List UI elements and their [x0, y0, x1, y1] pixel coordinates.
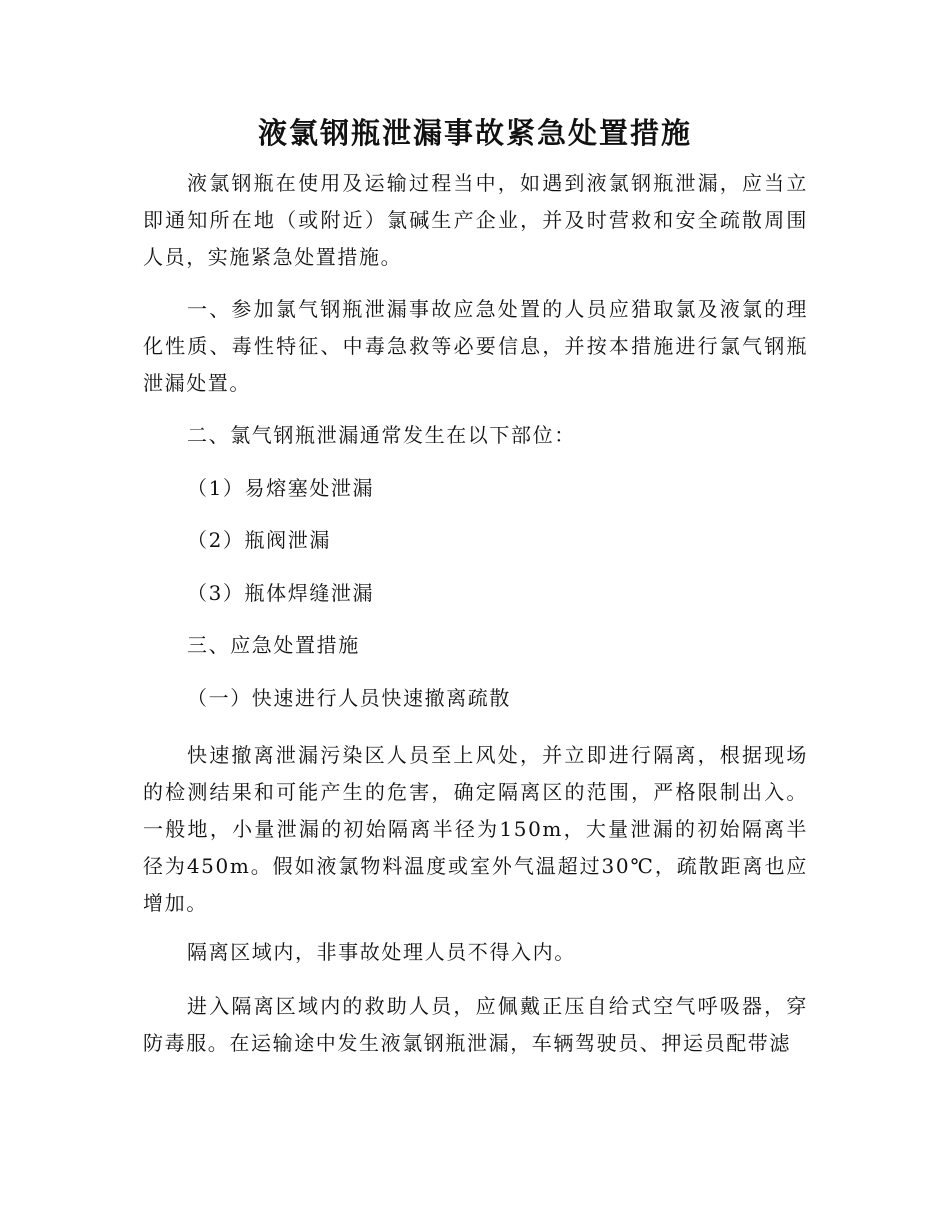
list-item-2: （2）瓶阀泄漏: [187, 528, 331, 552]
list-item-1: （1）易熔塞处泄漏: [187, 476, 375, 500]
paragraph-intro: 液氯钢瓶在使用及运输过程当中，如遇到液氯钢瓶泄漏，应当立即通知所在地（或附近）氯碱生产企业，并及时营救和安全疏散周围人员，实施紧急处置措施。: [143, 171, 808, 269]
paragraph-isolation: 隔离区域内，非事故处理人员不得入内。: [187, 940, 576, 964]
paragraph-section-1: 一、参加氯气钢瓶泄漏事故应急处置的人员应猎取氯及液氯的理化性质、毒性特征、中毒急救等必要信息，并按本措施进行氯气钢瓶泄漏处置。: [143, 297, 808, 395]
subsection-heading-1: （一）快速进行人员快速撤离疏散: [187, 686, 511, 710]
paragraph-evacuation: 快速撤离泄漏污染区人员至上风处，并立即进行隔离，根据现场的检测结果和可能产生的危害，确定隔离区的范围，严格限制出入。一般地，小量泄漏的初始隔离半径为150m，大量泄漏的初始隔离半径为450m。假如液氯物料温度或室外气温超过30℃，疏散距离也应增加。: [143, 743, 808, 915]
paragraph-section-2: 二、氯气钢瓶泄漏通常发生在以下部位：: [187, 423, 576, 447]
section-heading-3: 三、应急处置措施: [187, 633, 360, 657]
paragraph-rescuers: 进入隔离区域内的救助人员，应佩戴正压自给式空气呼吸器，穿防毒服。在运输途中发生液氯钢瓶泄漏，车辆驾驶员、押运员配带滤: [143, 994, 808, 1055]
list-item-3: （3）瓶体焊缝泄漏: [187, 581, 375, 605]
document-title: 液氯钢瓶泄漏事故紧急处置措施: [257, 116, 692, 150]
